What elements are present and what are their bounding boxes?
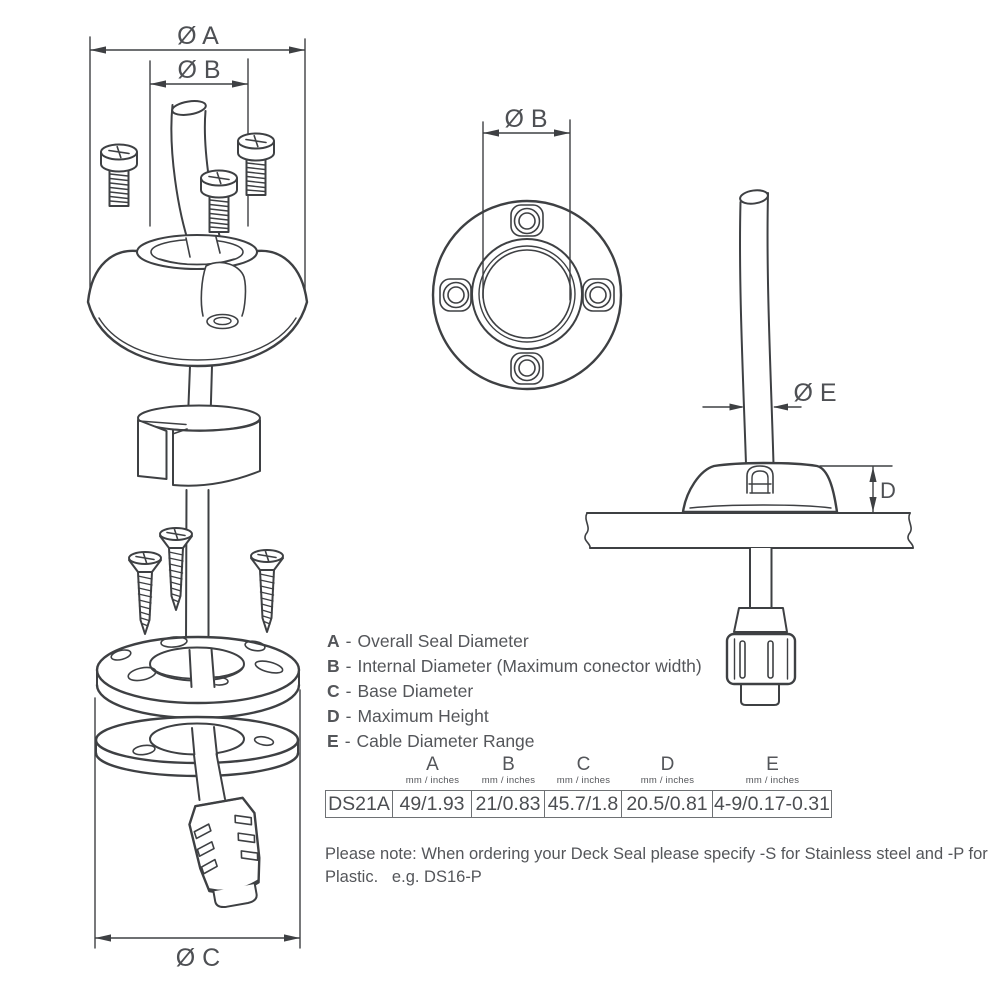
note-line-1: Please note: When ordering your Deck Seal please specify -S for Stainless steel and -P for [325, 845, 988, 863]
column-header-d: D mm / inches [640, 754, 695, 786]
column-unit: mm / inches [556, 775, 611, 786]
column-unit: mm / inches [745, 775, 800, 786]
legend-separator: - [345, 656, 352, 676]
dim-label-b-top: Ø B [504, 105, 548, 133]
below-deck-cable [750, 548, 772, 608]
value-c: 45.7/1.8 [545, 790, 622, 818]
base-flange [97, 636, 299, 718]
legend-item-a [327, 629, 702, 654]
legend-separator: - [345, 631, 352, 651]
connector-gland [727, 608, 795, 705]
column-unit: mm / inches [405, 775, 460, 786]
exploded-view [88, 22, 307, 972]
legend-desc-b: Internal Diameter (Maximum conector width) [357, 656, 702, 676]
legend-item-c [327, 679, 702, 704]
spec-table-header [325, 755, 832, 786]
value-a: 49/1.93 [393, 790, 472, 818]
legend-separator: - [344, 731, 351, 751]
column-unit: mm / inches [640, 775, 695, 786]
value-d: 20.5/0.81 [622, 790, 713, 818]
deck-panel [585, 513, 913, 548]
legend-item-e [327, 729, 702, 754]
dim-label-c: Ø C [175, 944, 221, 972]
model-cell: DS21A [325, 790, 393, 818]
spec-table [325, 755, 832, 818]
ordering-note [325, 843, 988, 889]
cable-side [739, 189, 773, 464]
legend-key-a: A [327, 631, 340, 651]
cable-connector [187, 796, 270, 910]
cable-lower [186, 490, 209, 645]
legend-desc-d: Maximum Height [357, 706, 489, 726]
column-unit: mm / inches [481, 775, 536, 786]
split-seal-bung [138, 406, 260, 486]
note-line-2: Plastic. e.g. DS16-P [325, 868, 482, 886]
legend-desc-a: Overall Seal Diameter [357, 631, 529, 651]
legend-item-b [327, 654, 702, 679]
dim-label-e: Ø E [793, 379, 837, 407]
column-header-c: C mm / inches [556, 754, 611, 786]
legend-key-e: E [327, 731, 339, 751]
value-e: 4-9/0.17-0.31 [713, 790, 832, 818]
header-spacer [325, 755, 393, 786]
value-b: 21/0.83 [472, 790, 545, 818]
legend-separator: - [345, 706, 352, 726]
dome-side [683, 463, 837, 512]
side-view [585, 189, 913, 705]
legend-key-c: C [327, 681, 340, 701]
column-header-b: B mm / inches [481, 754, 536, 786]
legend-key-b: B [327, 656, 340, 676]
legend-desc-e: Cable Diameter Range [356, 731, 535, 751]
flange-top-view [433, 201, 621, 389]
legend-desc-c: Base Diameter [357, 681, 474, 701]
legend-separator: - [345, 681, 352, 701]
spec-table-row [325, 790, 832, 818]
column-header-e: E mm / inches [745, 754, 800, 786]
dim-label-a: Ø A [177, 22, 219, 50]
legend-item-d [327, 704, 702, 729]
legend [327, 629, 702, 754]
top-view [433, 105, 621, 389]
column-header-a: A mm / inches [405, 754, 460, 786]
dome-cover [88, 235, 307, 366]
dim-label-d: D [880, 478, 896, 503]
legend-key-d: D [327, 706, 340, 726]
dim-label-b: Ø B [177, 56, 221, 84]
